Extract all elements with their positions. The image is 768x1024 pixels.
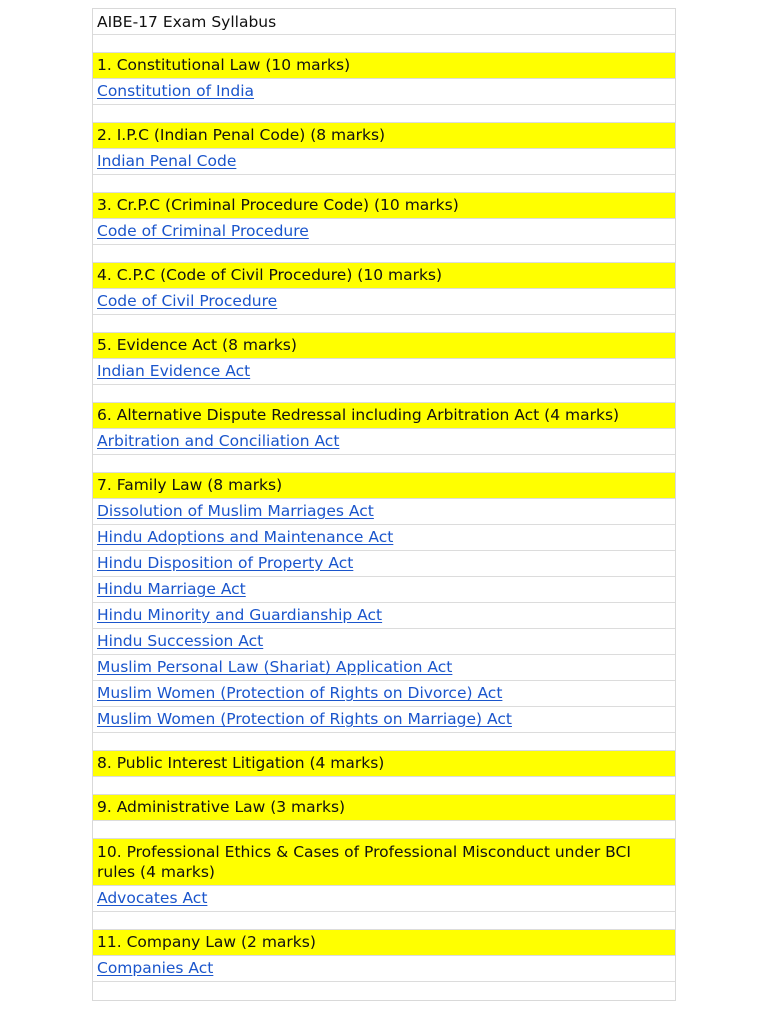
link-row [93, 289, 675, 315]
syllabus-sections [93, 35, 675, 1000]
link-row [93, 577, 675, 603]
spacer-row [93, 35, 675, 53]
link-row [93, 525, 675, 551]
link-row [93, 956, 675, 982]
act-link[interactable]: Muslim Women (Protection of Rights on Marriage) Act [97, 710, 512, 728]
act-link[interactable]: Hindu Disposition of Property Act [97, 554, 354, 572]
section-heading: 10. Professional Ethics & Cases of Professional Misconduct under BCI rules (4 marks) [93, 839, 675, 886]
act-link[interactable]: Muslim Women (Protection of Rights on Divorce) Act [97, 684, 503, 702]
link-row [93, 629, 675, 655]
section-heading: 6. Alternative Dispute Redressal including Arbitration Act (4 marks) [93, 403, 675, 429]
section-heading: 8. Public Interest Litigation (4 marks) [93, 751, 675, 777]
section-heading: 9. Administrative Law (3 marks) [93, 795, 675, 821]
link-row [93, 707, 675, 733]
section-heading: 4. C.P.C (Code of Civil Procedure) (10 marks) [93, 263, 675, 289]
spacer-row [93, 175, 675, 193]
section-heading: 2. I.P.C (Indian Penal Code) (8 marks) [93, 123, 675, 149]
link-row [93, 149, 675, 175]
link-row [93, 359, 675, 385]
document-title: AIBE-17 Exam Syllabus [93, 9, 675, 35]
link-row [93, 499, 675, 525]
act-link[interactable]: Hindu Minority and Guardianship Act [97, 606, 383, 624]
syllabus-sheet [92, 8, 676, 1001]
act-link[interactable]: Indian Evidence Act [97, 362, 251, 380]
act-link[interactable]: Hindu Adoptions and Maintenance Act [97, 528, 394, 546]
section-heading: 11. Company Law (2 marks) [93, 930, 675, 956]
spacer-row [93, 455, 675, 473]
act-link[interactable]: Companies Act [97, 959, 214, 977]
act-link[interactable]: Hindu Marriage Act [97, 580, 246, 598]
link-row [93, 655, 675, 681]
spacer-row [93, 385, 675, 403]
link-row [93, 429, 675, 455]
link-row [93, 219, 675, 245]
act-link[interactable]: Code of Civil Procedure [97, 292, 278, 310]
spacer-row [93, 245, 675, 263]
spacer-row [93, 821, 675, 839]
section-heading: 1. Constitutional Law (10 marks) [93, 53, 675, 79]
spacer-row [93, 777, 675, 795]
link-row [93, 681, 675, 707]
link-row [93, 551, 675, 577]
spacer-row [93, 912, 675, 930]
act-link[interactable]: Indian Penal Code [97, 152, 237, 170]
spacer-row [93, 105, 675, 123]
spacer-row [93, 982, 675, 1000]
section-heading: 3. Cr.P.C (Criminal Procedure Code) (10 marks) [93, 193, 675, 219]
act-link[interactable]: Hindu Succession Act [97, 632, 264, 650]
section-heading: 5. Evidence Act (8 marks) [93, 333, 675, 359]
section-heading: 7. Family Law (8 marks) [93, 473, 675, 499]
act-link[interactable]: Advocates Act [97, 889, 208, 907]
spacer-row [93, 315, 675, 333]
link-row [93, 79, 675, 105]
link-row [93, 603, 675, 629]
act-link[interactable]: Arbitration and Conciliation Act [97, 432, 340, 450]
link-row [93, 886, 675, 912]
act-link[interactable]: Dissolution of Muslim Marriages Act [97, 502, 374, 520]
act-link[interactable]: Code of Criminal Procedure [97, 222, 309, 240]
act-link[interactable]: Muslim Personal Law (Shariat) Application Act [97, 658, 453, 676]
spacer-row [93, 733, 675, 751]
act-link[interactable]: Constitution of India [97, 82, 255, 100]
